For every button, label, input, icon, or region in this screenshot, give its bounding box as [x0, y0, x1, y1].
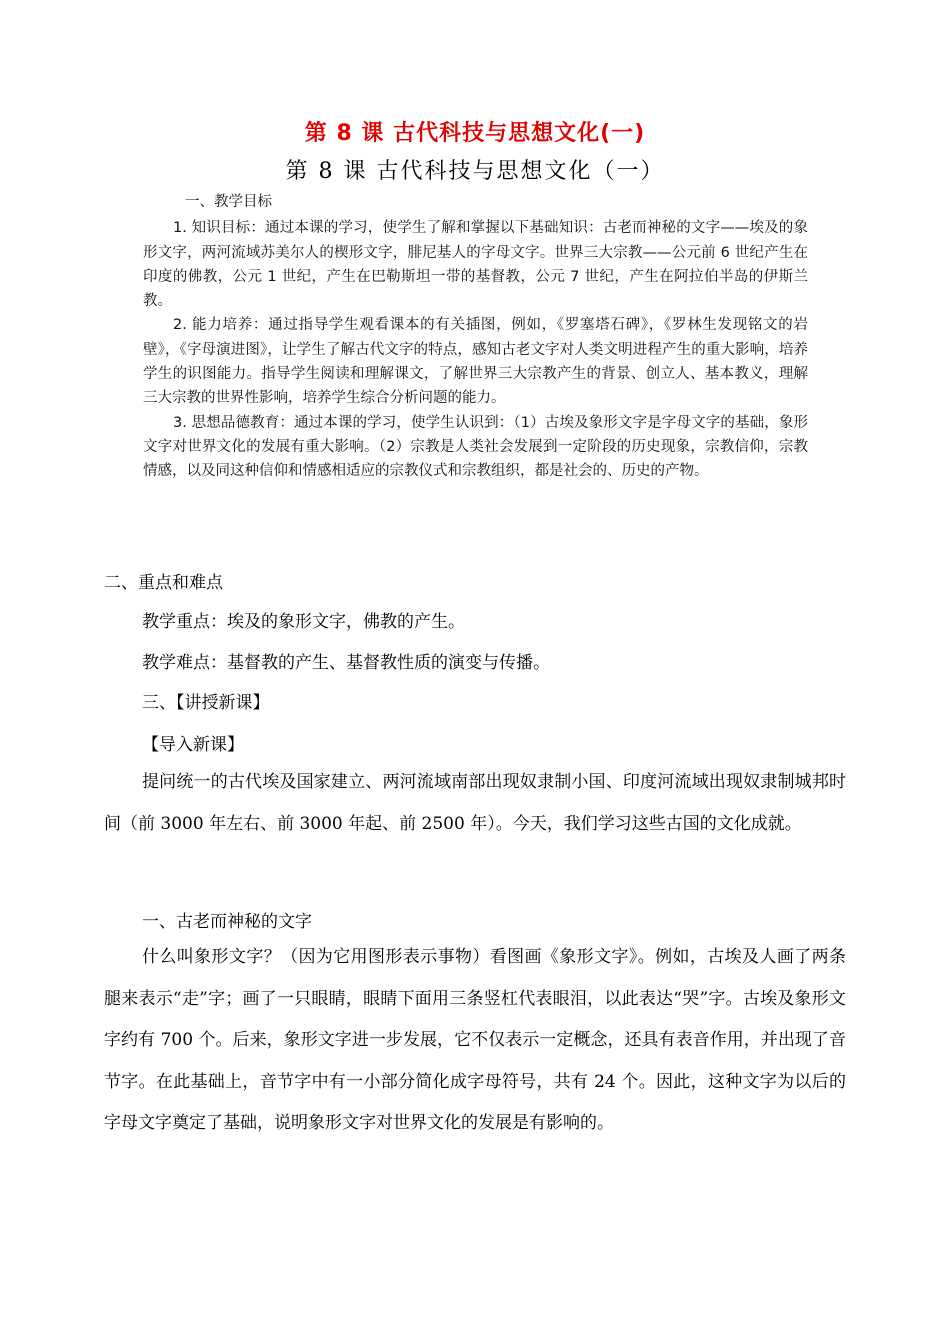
objectives-heading: 一、教学目标 [185, 194, 272, 210]
part1-paragraph: 什么叫象形文字？（因为它用图形表示事物）看图画《象形文字》。例如，古埃及人画了两条腿来表示“走”字；画了一只眼睛，眼睛下面用三条竖杠代表眼泪，以此表达“哭”字。古埃及象形文字约有 700 个。后来，象形文字进一步发展，它不仅表示一定概念，还具有表音作用，并出现了音节字。在此基础上，音节字中有一小部分简化成字母符号，共有 24 个。因此，这种文字为以后的字母文字奠定了基础，说明象形文字对世界文化的发展是有影响的。 [104, 947, 846, 1133]
section-heading-key-points: 二、重点和难点 [104, 573, 223, 593]
objective-knowledge: 1. 知识目标：通过本课的学习，使学生了解和掌握以下基础知识：古老而神秘的文字——埃及的象形文字，两河流域苏美尔人的楔形文字，腓尼基人的字母文字。世界三大宗教——公元前 6 世纪产生在印度的佛教，公元 1 世纪，产生在巴勒斯坦一带的基督教，公元 7 世纪，产生在阿拉伯半岛的伊斯兰教。 [143, 220, 808, 310]
objective-moral: 3. 思想品德教育：通过本课的学习，使学生认识到：（1）古埃及象形文字是字母文字的基础，象形文字对世界文化的发展有重大影响。（2）宗教是人类社会发展到一定阶段的历史现象，宗教信仰，宗教情感，以及同这种信仰和情感相适应的宗教仪式和宗教组织，都是社会的、历史的产物。 [143, 414, 808, 480]
document-title: 第 8 课 古代科技与思想文化(一) [304, 121, 646, 146]
lesson-subtitle: 第 8 课 古代科技与思想文化（一） [285, 159, 665, 184]
intro-heading: 【导入新课】 [142, 735, 244, 755]
difficult-point-text: 教学难点：基督教的产生、基督教性质的演变与传播。 [142, 653, 550, 673]
section-heading-new-lesson: 三、【讲授新课】 [142, 693, 270, 713]
key-point-text: 教学重点：埃及的象形文字，佛教的产生。 [142, 612, 465, 632]
intro-paragraph: 提问统一的古代埃及国家建立、两河流域南部出现奴隶制小国、印度河流域出现奴隶制城邦时间（前 3000 年左右、前 3000 年起、前 2500 年）。今天，我们学习这些古国的文化成就。 [104, 772, 846, 834]
teaching-objectives-block [143, 190, 808, 484]
lesson-body [104, 560, 846, 1260]
part1-heading: 一、古老而神秘的文字 [142, 912, 312, 932]
objective-ability: 2. 能力培养：通过指导学生观看课本的有关插图，例如，《罗塞塔石碑》，《罗林生发现铭文的岩壁》，《字母演进图》，让学生了解古代文字的特点，感知古老文字对人类文明进程产生的重大影响，培养学生的识图能力。指导学生阅读和理解课文，了解世界三大宗教产生的背景、创立人、基本教义，理解三大宗教的世界性影响，培养学生综合分析问题的能力。 [143, 317, 808, 407]
